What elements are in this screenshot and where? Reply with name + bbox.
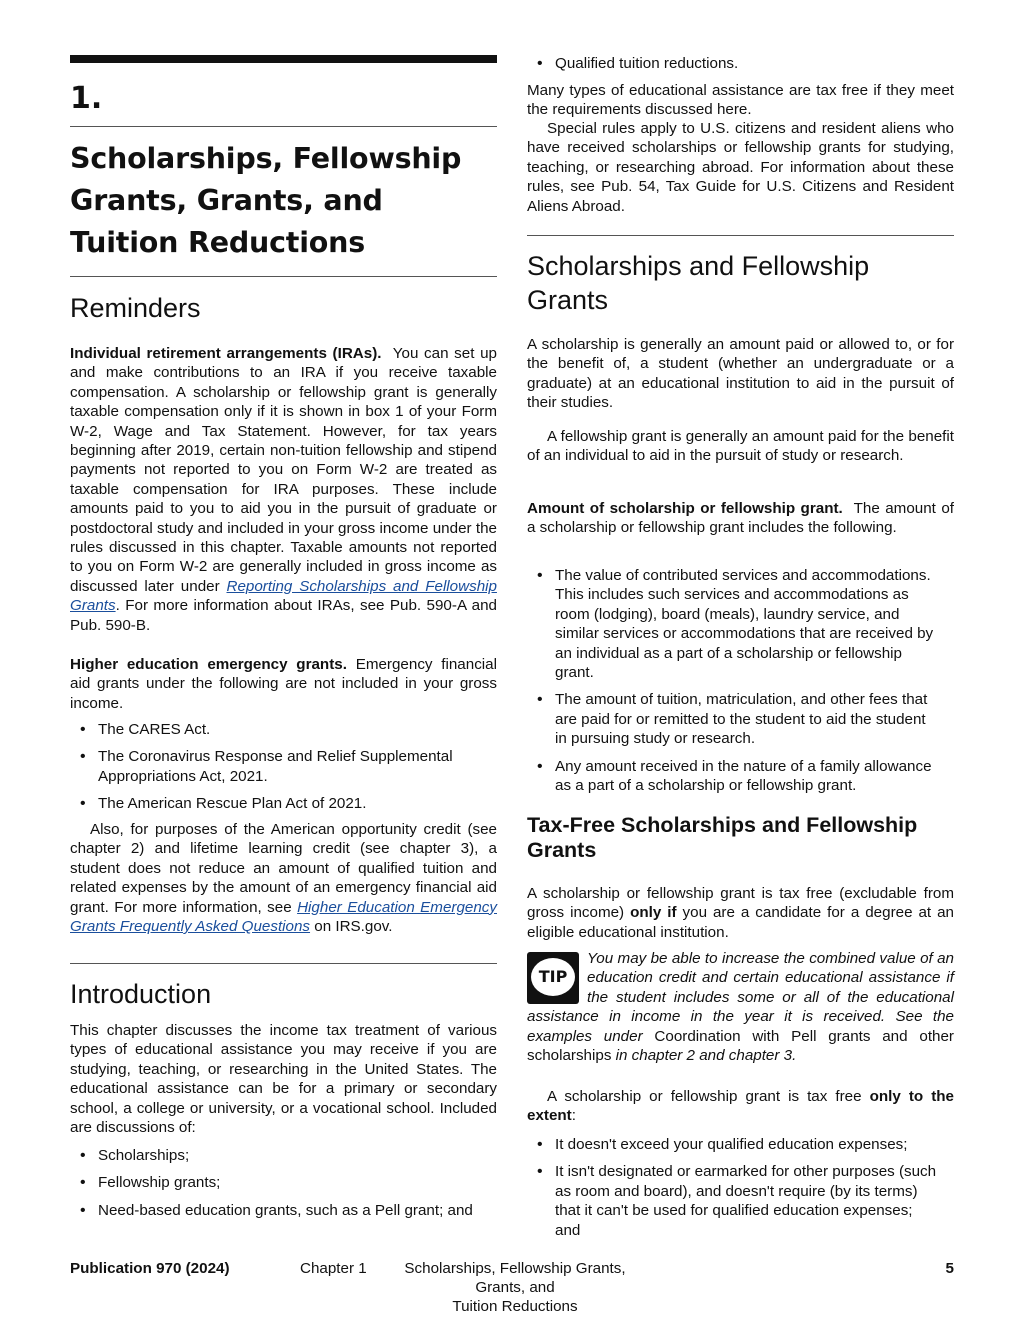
extent-colon: : — [571, 1107, 576, 1125]
intro-paragraph: This chapter discusses the income tax treatment of various types of educational assistance you may receive if you are studying, teaching, or researching in the United States. The educational assistance can be for a primary or secondary school, a college or university, or a vocational school. Included are discussions of: — [70, 1022, 497, 1137]
ira-text: You can set up and make contributions to an IRA if you receive taxable compensation. A scholarship or fellowship grant is generally taxable compensation only if it is shown in box 1 of your Form W-2, Wage and Tax Statement. However, for tax years beginning after 2019, certain non-tuition fellowship and stipend payments not reported to you on Form W-2 are treated as taxable compensation for IRA purposes. These include amounts paid to you to aid you in the pursuit of graduate or postdoctoral study and included in your gross income under the rules discussed in this chapter. Taxable amounts not reported to you on Form W-2 are generally included in gross income as discussed later under — [70, 345, 497, 595]
list-item: • Need-based education grants, such as a Pell grant; and — [70, 1201, 497, 1220]
tax-free-text-tail: you are a candidate for a degree at an eligible educational institution. — [527, 904, 955, 941]
footer-publication: Publication 970 (2024) — [70, 1260, 230, 1277]
ira-text-tail: . For more information about IRAs, see Pub. 590-A and Pub. 590-B. — [70, 597, 497, 634]
footer-chapter: Chapter 1 — [300, 1260, 367, 1277]
list-item: • It isn't designated or earmarked for other purposes (such as room and board), and doesn't require (by its terms) that it can't be used for qualified education expenses; and — [527, 1162, 937, 1240]
tax-free-condition — [527, 884, 954, 942]
scholarships-fellowship-heading: Scholarships and Fellowship Grants — [527, 251, 870, 315]
extent-emphasis: only to the extent — [527, 1088, 954, 1125]
right-top-list — [527, 54, 954, 73]
extent-text: A scholarship or fellowship grant is tax free — [547, 1088, 870, 1105]
list-item: • The American Rescue Plan Act of 2021. — [70, 794, 497, 813]
scholarship-definition: A scholarship is generally an amount paid or allowed to, or for the benefit of, a student (whether an undergraduate or a graduate) at an educational institution to aid in the pursuit of their studies. — [527, 336, 954, 412]
amount-list — [527, 566, 937, 795]
chapter-title: Scholarships, Fellowship Grants, Grants, and Tuition Reductions — [70, 142, 462, 259]
heeg-list — [70, 720, 497, 814]
also-tail: on IRS.gov. — [310, 918, 393, 936]
list-item: • Fellowship grants; — [70, 1173, 497, 1192]
tax-free-heading: Tax-Free Scholarships and Fellowship Grants — [527, 813, 918, 862]
amount-text: The amount of a scholarship or fellowship grant includes the following. — [527, 500, 954, 537]
amount-paragraph — [527, 499, 954, 538]
list-item: • The CARES Act. — [70, 720, 497, 739]
extent-list — [527, 1135, 937, 1240]
also-paragraph — [70, 820, 497, 936]
tax-free-text: A scholarship or fellowship grant is tax free (excludable from gross income) — [527, 885, 954, 922]
divider — [70, 276, 497, 277]
footer-title — [390, 1259, 640, 1316]
also-text: Also, for purposes of the American opportunity credit (see chapter 2) and lifetime learning credit (see chapter 3), a student does not reduce an amount of qualified tuition and related expenses by the amount of an emergency financial aid grant. For more information, see — [70, 821, 497, 916]
divider — [527, 235, 954, 236]
introduction-heading: Introduction — [70, 979, 212, 1009]
list-item: • Scholarships; — [70, 1146, 497, 1165]
footer-title-line1: Scholarships, Fellowship Grants, Grants, and — [404, 1260, 626, 1296]
amount-lead: Amount of scholarship or fellowship grant. — [527, 500, 843, 517]
heeg-text: Emergency financial aid grants under the following are not included in your gross income. — [70, 656, 497, 712]
heeg-paragraph — [70, 655, 497, 713]
tip-text-b: Coordination with Pell grants and other scholarships — [527, 1027, 954, 1065]
list-item: • The Coronavirus Response and Relief Supplemental Appropriations Act, 2021. — [70, 747, 497, 786]
ira-lead: Individual retirement arrangements (IRAs). — [70, 345, 382, 362]
ira-paragraph — [70, 344, 497, 635]
list-item: • Qualified tuition reductions. — [527, 54, 954, 73]
chapter-number: 1. — [70, 81, 103, 116]
only-if-emphasis: only if — [630, 904, 677, 922]
chapter-top-bar — [70, 55, 497, 63]
tip-text — [527, 949, 954, 1065]
tip-text-c: in chapter 2 and chapter 3. — [611, 1047, 797, 1065]
heeg-lead: Higher education emergency grants. — [70, 656, 347, 673]
tip-label: TIP — [531, 958, 575, 996]
divider — [70, 963, 497, 964]
tip-text-a: You may be able to increase the combined value of an education credit and certain educational assistance if the student includes some or all of the educational assistance in income in the year it is received. See the examples under — [527, 950, 954, 1045]
list-item: • The value of contributed services and accommodations. This includes such services and accommodations as room (lodging), board (meals), laundry service, and similar services or accommodations that are received by an individual as a part of a scholarship or fellowship grant. — [527, 566, 937, 682]
list-item: • Any amount received in the nature of a family allowance as a part of a scholarship or fellowship grant. — [527, 757, 937, 796]
tip-icon — [527, 952, 579, 1004]
footer-title-line2: Tuition Reductions — [452, 1298, 578, 1315]
intro-list — [70, 1146, 497, 1220]
page-number: 5 — [945, 1260, 954, 1277]
heeg-faq-link[interactable]: Higher Education Emergency Grants Frequently Asked Questions — [70, 898, 497, 936]
tax-free-intro-paragraph: Many types of educational assistance are tax free if they meet the requirements discussed here. — [527, 82, 954, 119]
list-item: • It doesn't exceed your qualified education expenses; — [527, 1135, 937, 1154]
reporting-scholarships-link[interactable]: Reporting Scholarships and Fellowship Grants — [70, 577, 497, 615]
fellowship-definition: A fellowship grant is generally an amount paid for the benefit of an individual to aid in the pursuit of study or research. — [527, 428, 954, 465]
special-rules-paragraph: Special rules apply to U.S. citizens and resident aliens who have received scholarships or fellowship grants for studying, teaching, or researching abroad. For information about these rules, see Pub. 54, Tax Guide for U.S. Citizens and Resident Aliens Abroad. — [527, 120, 954, 215]
list-item: • The amount of tuition, matriculation, and other fees that are paid for or remitted to the student to aid the student in pursuing study or research. — [527, 690, 937, 748]
extent-paragraph — [527, 1087, 954, 1126]
divider — [70, 126, 497, 127]
reminders-heading: Reminders — [70, 293, 201, 323]
